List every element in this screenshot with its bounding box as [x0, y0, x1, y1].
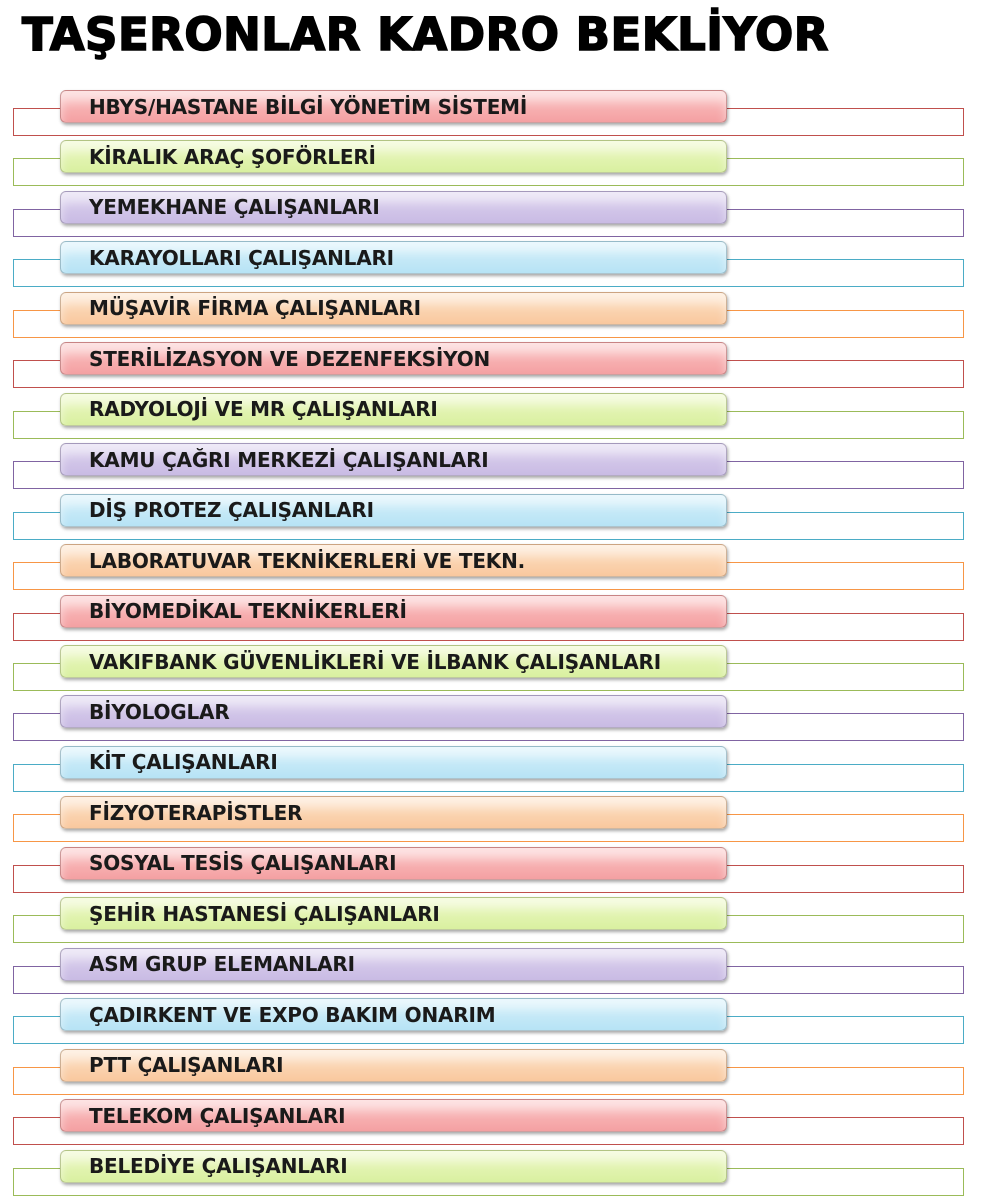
list-item-pill	[60, 544, 727, 577]
list-item-label: BELEDİYE ÇALIŞANLARI	[89, 1154, 348, 1178]
list-item-pill	[60, 897, 727, 930]
list-item	[0, 90, 986, 140]
list-item	[0, 796, 986, 846]
list-item	[0, 998, 986, 1048]
list-item	[0, 443, 986, 493]
list-item-label: KİRALIK ARAÇ ŞOFÖRLERİ	[89, 144, 376, 169]
list-item-pill	[60, 595, 727, 628]
list-item-pill	[60, 948, 727, 981]
list-item	[0, 695, 986, 745]
list-item	[0, 746, 986, 796]
list-item-pill	[60, 494, 727, 527]
list-item-pill	[60, 292, 727, 325]
list-item-label: VAKIFBANK GÜVENLİKLERİ VE İLBANK ÇALIŞANLARI	[89, 649, 661, 674]
list-item	[0, 1099, 986, 1149]
list-item	[0, 191, 986, 241]
list-item-pill	[60, 695, 727, 728]
list-item	[0, 948, 986, 998]
list-item	[0, 595, 986, 645]
list-item-label: ŞEHİR HASTANESİ ÇALIŞANLARI	[89, 901, 440, 926]
list-item-label: MÜŞAVİR FİRMA ÇALIŞANLARI	[89, 296, 421, 321]
list-item-pill	[60, 241, 727, 274]
list-item-label: LABORATUVAR TEKNİKERLERİ VE TEKN.	[89, 548, 526, 573]
page-title: TAŞERONLAR KADRO BEKLİYOR	[22, 8, 829, 61]
list-item	[0, 494, 986, 544]
list-item-pill	[60, 393, 727, 426]
list-item-pill	[60, 342, 727, 375]
list-item-label: SOSYAL TESİS ÇALIŞANLARI	[89, 851, 397, 876]
list-item	[0, 292, 986, 342]
list-item-pill	[60, 140, 727, 173]
list-item-label: YEMEKHANE ÇALIŞANLARI	[89, 195, 380, 220]
list-item-label: PTT ÇALIŞANLARI	[89, 1053, 284, 1078]
list-item-label: FİZYOTERAPİSTLER	[89, 800, 303, 825]
list-item-label: KİT ÇALIŞANLARI	[89, 750, 278, 775]
list-item	[0, 342, 986, 392]
list-item-label: BİYOMEDİKAL TEKNİKERLERİ	[89, 599, 407, 623]
list-item-pill	[60, 645, 727, 678]
list-item-pill	[60, 90, 727, 123]
list-item	[0, 1049, 986, 1099]
list-item-pill	[60, 1150, 727, 1183]
list-item-pill	[60, 746, 727, 779]
list-item-pill	[60, 847, 727, 880]
list-item-pill	[60, 998, 727, 1031]
list-item-pill	[60, 191, 727, 224]
list-item-label: KARAYOLLARI ÇALIŞANLARI	[89, 245, 394, 270]
list-item-pill	[60, 1049, 727, 1082]
list-item-label: TELEKOM ÇALIŞANLARI	[89, 1103, 346, 1128]
list-item	[0, 897, 986, 947]
list-item-label: HBYS/HASTANE BİLGİ YÖNETİM SİSTEMİ	[89, 94, 528, 119]
list-item	[0, 645, 986, 695]
list-item-label: RADYOLOJİ VE MR ÇALIŞANLARI	[89, 397, 438, 422]
list-item	[0, 140, 986, 190]
list-item	[0, 847, 986, 897]
list-item	[0, 1150, 986, 1200]
list-item-label: DİŞ PROTEZ ÇALIŞANLARI	[89, 498, 374, 523]
list-item-pill	[60, 1099, 727, 1132]
list-item-label: STERİLİZASYON VE DEZENFEKSİYON	[89, 346, 491, 371]
list-item-pill	[60, 443, 727, 476]
list-item-label: BİYOLOGLAR	[89, 699, 230, 724]
list-item-label: ÇADIRKENT VE EXPO BAKIM ONARIM	[89, 1002, 496, 1027]
list-item-pill	[60, 796, 727, 829]
list-item	[0, 241, 986, 291]
list-item	[0, 544, 986, 594]
list-item-label: ASM GRUP ELEMANLARI	[89, 952, 355, 977]
list-item-label: KAMU ÇAĞRI MERKEZİ ÇALIŞANLARI	[89, 447, 489, 472]
list-item	[0, 393, 986, 443]
